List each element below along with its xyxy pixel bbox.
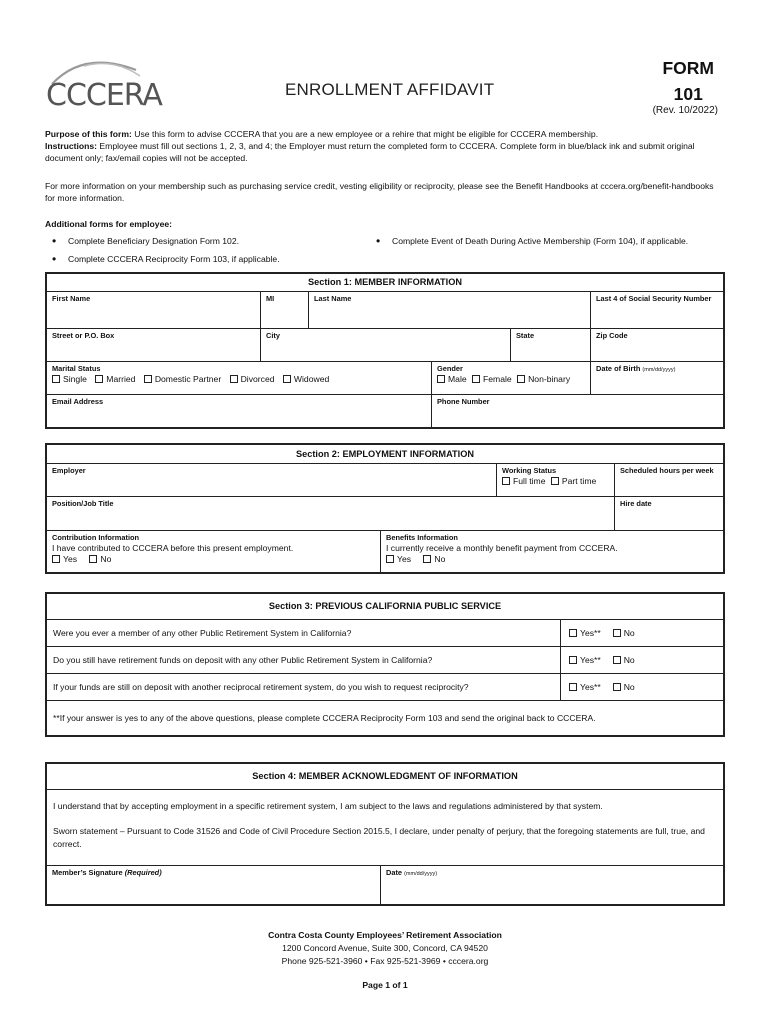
hours-field[interactable]: Scheduled hours per week	[620, 466, 714, 475]
q1-no-checkbox[interactable]: No	[613, 628, 635, 638]
state-field[interactable]: State	[511, 329, 591, 361]
purpose-text: Use this form to advise CCCERA that you are a new employee or a rehire that might be eligible for CCCERA membership.	[131, 129, 599, 139]
gender-female-checkbox[interactable]: Female	[472, 374, 512, 384]
purpose-label: Purpose of this form:	[45, 129, 132, 139]
section-title: Section 1: MEMBER INFORMATION	[47, 274, 723, 292]
form-number-block	[662, 55, 714, 107]
cccera-logo	[44, 56, 174, 120]
gender-field: Gender Male Female Non-binary	[432, 362, 591, 394]
logo-text: CCCERA	[46, 78, 162, 113]
gender-nonbinary-checkbox[interactable]: Non-binary	[517, 374, 570, 384]
section-member-information	[45, 272, 725, 429]
q2-no-checkbox[interactable]: No	[613, 655, 635, 665]
position-field[interactable]: Position/Job Title	[47, 497, 615, 530]
form-revision: (Rev. 10/2022)	[652, 105, 718, 116]
section-title: Section 2: EMPLOYMENT INFORMATION	[47, 445, 723, 464]
marital-domestic-partner-checkbox[interactable]: Domestic Partner	[144, 374, 221, 384]
signature-field[interactable]: Member’s Signature (Required)	[47, 866, 381, 904]
footer-org: Contra Costa County Employees’ Retirement Association	[268, 930, 502, 940]
q3-yes-checkbox[interactable]: Yes**	[569, 682, 601, 692]
bullet-item: • Complete CCCERA Reciprocity Form 103, if applicable.	[52, 252, 280, 266]
sworn-statement: Sworn statement – Pursuant to Code 31526 and Code of Civil Procedure Section 2015.5, I declare, under penalty of perjury, that the foregoing statements are full, true, and correct.	[53, 826, 705, 849]
bullet-item: • Complete Event of Death During Active Membership (Form 104), if applicable.	[376, 234, 689, 248]
reciprocity-note: **If your answer is yes to any of the above questions, please complete CCCERA Reciprocity Form 103 and send the original back to CCCERA.	[53, 713, 596, 723]
footer	[0, 929, 770, 968]
more-info-paragraph: For more information on your membership such as purchasing service credit, vesting eligibility or reciprocity, please see the Benefit Handbooks at cccera.org/benefit-handbooks for more information.	[45, 181, 714, 203]
instructions-text: Employee must fill out sections 1, 2, 3, and 4; the Employer must return the completed form to CCCERA. Complete form in blue/black ink and submit original document only; fax/email copies will not be accepted.	[45, 141, 695, 163]
acknowledgment-paragraph: I understand that by accepting employment in a specific retirement system, I am subject to the laws and regulations administered by that system.	[53, 801, 603, 811]
benefits-yes-checkbox[interactable]: Yes	[386, 554, 411, 564]
gender-male-checkbox[interactable]: Male	[437, 374, 467, 384]
form-label: FORM	[662, 58, 714, 78]
section-previous-public-service	[45, 592, 725, 737]
form-title: ENROLLMENT AFFIDAVIT	[285, 80, 495, 99]
hire-date-field[interactable]: Hire date	[620, 499, 652, 508]
marital-status-field: Marital Status Single Married Domestic Partner Divorced Widowed	[47, 362, 432, 394]
email-field[interactable]: Email Address	[47, 395, 432, 427]
benefits-field: Benefits Information I currently receive a monthly benefit payment from CCCERA. Yes No	[386, 533, 618, 564]
question-row	[47, 620, 723, 647]
question-row	[47, 647, 723, 674]
city-field[interactable]: City	[261, 329, 511, 361]
street-field[interactable]: Street or P.O. Box	[47, 329, 261, 361]
part-time-checkbox[interactable]: Part time	[551, 476, 596, 486]
signature-date-field[interactable]: Date (mm/dd/yyyy)	[386, 868, 438, 877]
contribution-field: Contribution Information I have contributed to CCCERA before this present employment. Yes No	[47, 531, 381, 572]
marital-widowed-checkbox[interactable]: Widowed	[283, 374, 329, 384]
section-title: Section 4: MEMBER ACKNOWLEDGMENT OF INFORMATION	[47, 764, 723, 790]
contribution-yes-checkbox[interactable]: Yes	[52, 554, 77, 564]
marital-divorced-checkbox[interactable]: Divorced	[230, 374, 275, 384]
dob-field[interactable]: Date of Birth (mm/dd/yyyy)	[596, 364, 676, 373]
zip-field[interactable]: Zip Code	[596, 331, 628, 340]
ssn-field[interactable]: Last 4 of Social Security Number	[596, 294, 712, 303]
marital-single-checkbox[interactable]: Single	[52, 374, 87, 384]
contribution-no-checkbox[interactable]: No	[89, 554, 111, 564]
section-title: Section 3: PREVIOUS CALIFORNIA PUBLIC SERVICE	[47, 594, 723, 620]
q3-no-checkbox[interactable]: No	[613, 682, 635, 692]
marital-married-checkbox[interactable]: Married	[95, 374, 135, 384]
question-text: Do you still have retirement funds on deposit with any other Public Retirement System in California?	[47, 647, 561, 673]
phone-field[interactable]: Phone Number	[437, 397, 490, 406]
form-number: 101	[673, 84, 703, 104]
question-row	[47, 674, 723, 701]
page-number: Page 1 of 1	[362, 980, 408, 990]
bullet-item: • Complete Beneficiary Designation Form 102.	[52, 234, 240, 248]
employer-field[interactable]: Employer	[47, 464, 497, 496]
q2-yes-checkbox[interactable]: Yes**	[569, 655, 601, 665]
question-text: If your funds are still on deposit with another reciprocal retirement system, do you wish to request reciprocity?	[47, 674, 561, 700]
footer-contact: Phone 925-521-3960 • Fax 925-521-3969 • cccera.org	[281, 956, 489, 966]
working-status-field: Working Status Full time Part time	[497, 464, 615, 496]
full-time-checkbox[interactable]: Full time	[502, 476, 545, 486]
section-member-acknowledgment	[45, 762, 725, 906]
footer-address: 1200 Concord Avenue, Suite 300, Concord, CA 94520	[282, 943, 488, 953]
q1-yes-checkbox[interactable]: Yes**	[569, 628, 601, 638]
last-name-field[interactable]: Last Name	[309, 292, 591, 328]
instructions-label: Instructions:	[45, 141, 98, 151]
purpose-paragraph	[45, 128, 725, 164]
question-text: Were you ever a member of any other Public Retirement System in California?	[47, 620, 561, 646]
mi-field[interactable]: MI	[261, 292, 309, 328]
section-employment-information	[45, 443, 725, 574]
first-name-field[interactable]: First Name	[47, 292, 261, 328]
additional-forms-label: Additional forms for employee:	[45, 219, 173, 229]
benefits-no-checkbox[interactable]: No	[423, 554, 445, 564]
